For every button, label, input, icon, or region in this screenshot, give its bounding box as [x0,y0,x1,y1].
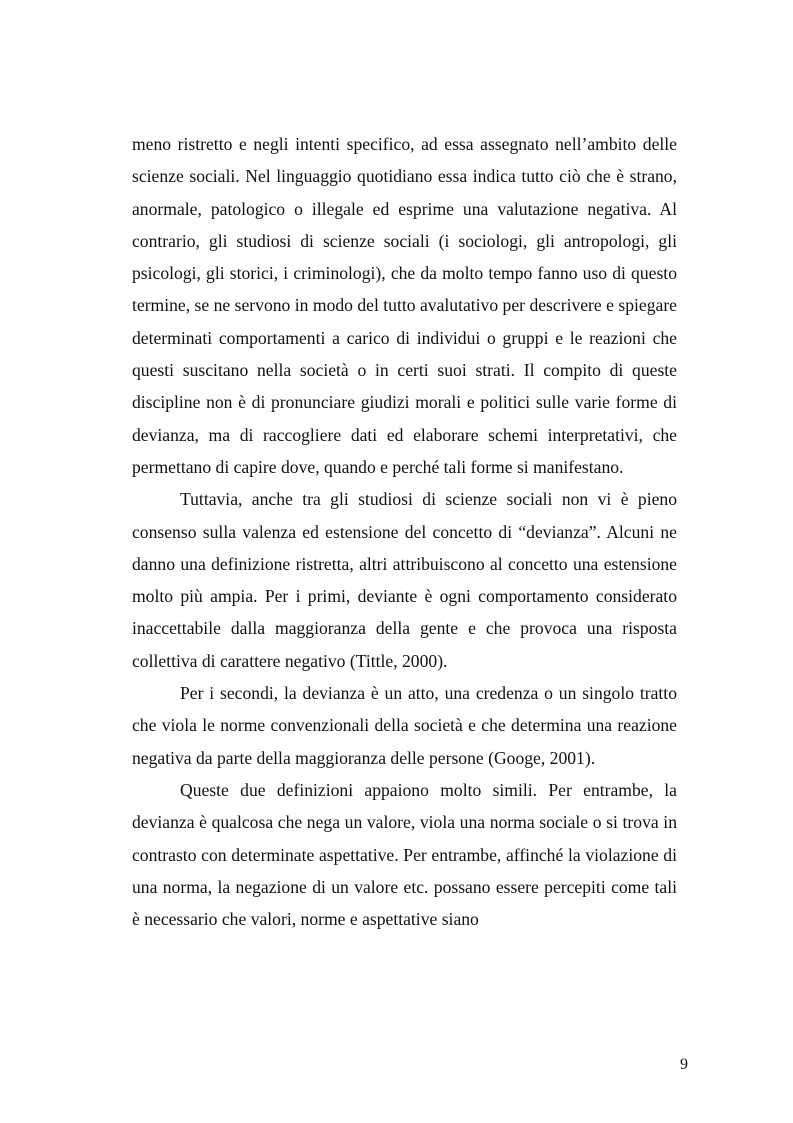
paragraph-devianza-consenso: Tuttavia, anche tra gli studiosi di scienze sociali non vi è pieno consenso sulla valenza ed estensione del concetto di “devianza”. Alcuni ne danno una definizione ristretta, altri attribuiscono al concetto una estensione molto più ampia. Per i primi, deviante è ogni comportamento considerato inaccettabile dalla maggioranza della gente e che provoca una risposta collettiva di carattere negativo (Tittle, 2000). [132,489,677,671]
body-text [132,128,677,935]
page-number: 9 [680,1056,688,1073]
paragraph-secondi-definizione: Per i secondi, la devianza è un atto, una credenza o un singolo tratto che viola le norme convenzionali della società e che determina una reazione negativa da parte della maggioranza delle persone (Googe, 2001). [132,683,677,768]
paragraph-continuation: meno ristretto e negli intenti specifico, ad essa assegnato nell’ambito delle scienze sociali. Nel linguaggio quotidiano essa indica tutto ciò che è strano, anormale, patologico o illegale ed esprime una valutazione negativa. Al contrario, gli studiosi di scienze sociali (i sociologi, gli antropologi, gli psicologi, gli storici, i criminologi), che da molto tempo fanno uso di questo termine, se ne servono in modo del tutto avalutativo per descrivere e spiegare determinati comportamenti a carico di individui o gruppi e le reazioni che questi suscitano nella società o in certi suoi strati. Il compito di queste discipline non è di pronunciare giudizi morali e politici sulle varie forme di devianza, ma di raccogliere dati ed elaborare schemi interpretativi, che permettano di capire dove, quando e perché tali forme si manifestano. [132,134,677,477]
paragraph-due-definizioni: Queste due definizioni appaiono molto simili. Per entrambe, la devianza è qualcosa che nega un valore, viola una norma sociale o si trova in contrasto con determinate aspettative. Per entrambe, affinché la violazione di una norma, la negazione di un valore etc. possano essere percepiti come tali è necessario che valori, norme e aspettative siano [132,779,677,930]
